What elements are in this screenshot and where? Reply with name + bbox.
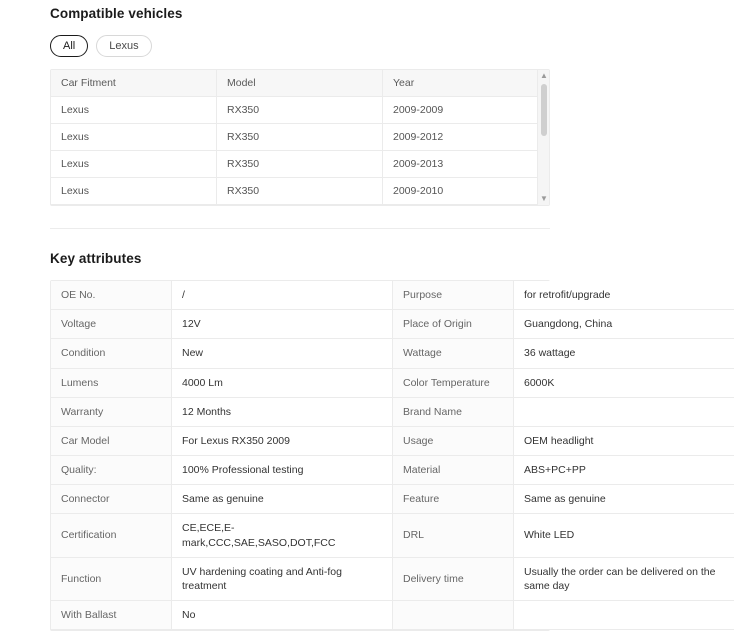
attr-key: Warranty (51, 397, 172, 426)
attr-value: For Lexus RX350 2009 (172, 426, 393, 455)
attr-key: Usage (393, 426, 514, 455)
attr-value: Guangdong, China (514, 310, 734, 339)
attr-value: / (172, 281, 393, 310)
fitment-cell-year: 2009-2012 (383, 124, 549, 151)
key-attributes-title: Key attributes (50, 251, 550, 266)
attr-value: 12V (172, 310, 393, 339)
table-row (51, 557, 734, 600)
attr-value: No (172, 601, 393, 630)
fitment-table-header-row (51, 70, 549, 97)
blurred-brand-text (524, 405, 548, 419)
fitment-cell-year: 2009-2010 (383, 178, 549, 205)
attr-key: Material (393, 456, 514, 485)
attr-key: OE No. (51, 281, 172, 310)
attr-value: Same as genuine (514, 485, 734, 514)
table-row (51, 281, 734, 310)
attr-value: 36 wattage (514, 339, 734, 368)
attr-key-empty (393, 601, 514, 630)
table-row (51, 456, 734, 485)
fitment-table (51, 70, 549, 205)
fitment-scrollbar[interactable] (537, 70, 549, 205)
attr-value: ABS+PC+PP (514, 456, 734, 485)
attr-value: Same as genuine (172, 485, 393, 514)
fitment-header-car-fitment: Car Fitment (51, 70, 217, 97)
attr-value: 12 Months (172, 397, 393, 426)
chip-all-label: All (63, 40, 75, 52)
fitment-cell-model: RX350 (217, 178, 383, 205)
attr-key: Wattage (393, 339, 514, 368)
chip-lexus[interactable] (96, 35, 151, 57)
attr-value: 6000K (514, 368, 734, 397)
attr-key: Quality: (51, 456, 172, 485)
table-row (51, 601, 734, 630)
fitment-cell-model: RX350 (217, 124, 383, 151)
fitment-cell-car: Lexus (51, 124, 217, 151)
section-divider (50, 228, 550, 229)
table-row (51, 151, 549, 178)
attr-value-brand-name (514, 397, 734, 426)
table-row (51, 426, 734, 455)
attr-value: UV hardening coating and Anti-fog treatment (172, 557, 393, 600)
table-row (51, 514, 734, 557)
table-row (51, 339, 734, 368)
attr-value: New (172, 339, 393, 368)
fitment-cell-car: Lexus (51, 178, 217, 205)
table-row (51, 368, 734, 397)
table-row (51, 310, 734, 339)
attr-key: Condition (51, 339, 172, 368)
attr-key: Connector (51, 485, 172, 514)
fitment-cell-model: RX350 (217, 151, 383, 178)
scroll-down-arrow-icon[interactable]: ▼ (538, 193, 550, 205)
key-attributes-table (51, 281, 734, 630)
attr-key: Color Temperature (393, 368, 514, 397)
attr-value: Usually the order can be delivered on the same day (514, 557, 734, 600)
attr-key: Feature (393, 485, 514, 514)
attr-value: 4000 Lm (172, 368, 393, 397)
table-row (51, 124, 549, 151)
table-row (51, 485, 734, 514)
fitment-cell-model: RX350 (217, 97, 383, 124)
compatible-vehicles-title: Compatible vehicles (50, 0, 550, 21)
attr-key: Car Model (51, 426, 172, 455)
attr-value: 100% Professional testing (172, 456, 393, 485)
attr-value: White LED (514, 514, 734, 557)
attr-value: OEM headlight (514, 426, 734, 455)
attr-value: CE,ECE,E-mark,CCC,SAE,SASO,DOT,FCC (172, 514, 393, 557)
attr-value-empty (514, 601, 734, 630)
attr-key: With Ballast (51, 601, 172, 630)
attr-key: Lumens (51, 368, 172, 397)
fitment-header-year: Year (383, 70, 549, 97)
fitment-cell-car: Lexus (51, 151, 217, 178)
fitment-cell-year: 2009-2009 (383, 97, 549, 124)
scrollbar-thumb[interactable] (541, 84, 547, 136)
fitment-table-container (50, 69, 550, 206)
table-row (51, 97, 549, 124)
attr-value: for retrofit/upgrade (514, 281, 734, 310)
attr-key: Function (51, 557, 172, 600)
chip-lexus-label: Lexus (109, 40, 138, 52)
attr-key: DRL (393, 514, 514, 557)
fitment-header-model: Model (217, 70, 383, 97)
table-row (51, 178, 549, 205)
attr-key: Brand Name (393, 397, 514, 426)
fitment-cell-car: Lexus (51, 97, 217, 124)
fitment-cell-year: 2009-2013 (383, 151, 549, 178)
attr-key: Certification (51, 514, 172, 557)
table-row (51, 397, 734, 426)
attr-key: Voltage (51, 310, 172, 339)
scroll-up-arrow-icon[interactable]: ▲ (538, 70, 550, 82)
attr-key: Delivery time (393, 557, 514, 600)
attr-key: Place of Origin (393, 310, 514, 339)
vehicle-filter-chips (50, 35, 550, 57)
attr-key: Purpose (393, 281, 514, 310)
key-attributes-table-container (50, 280, 550, 631)
chip-all[interactable] (50, 35, 88, 57)
